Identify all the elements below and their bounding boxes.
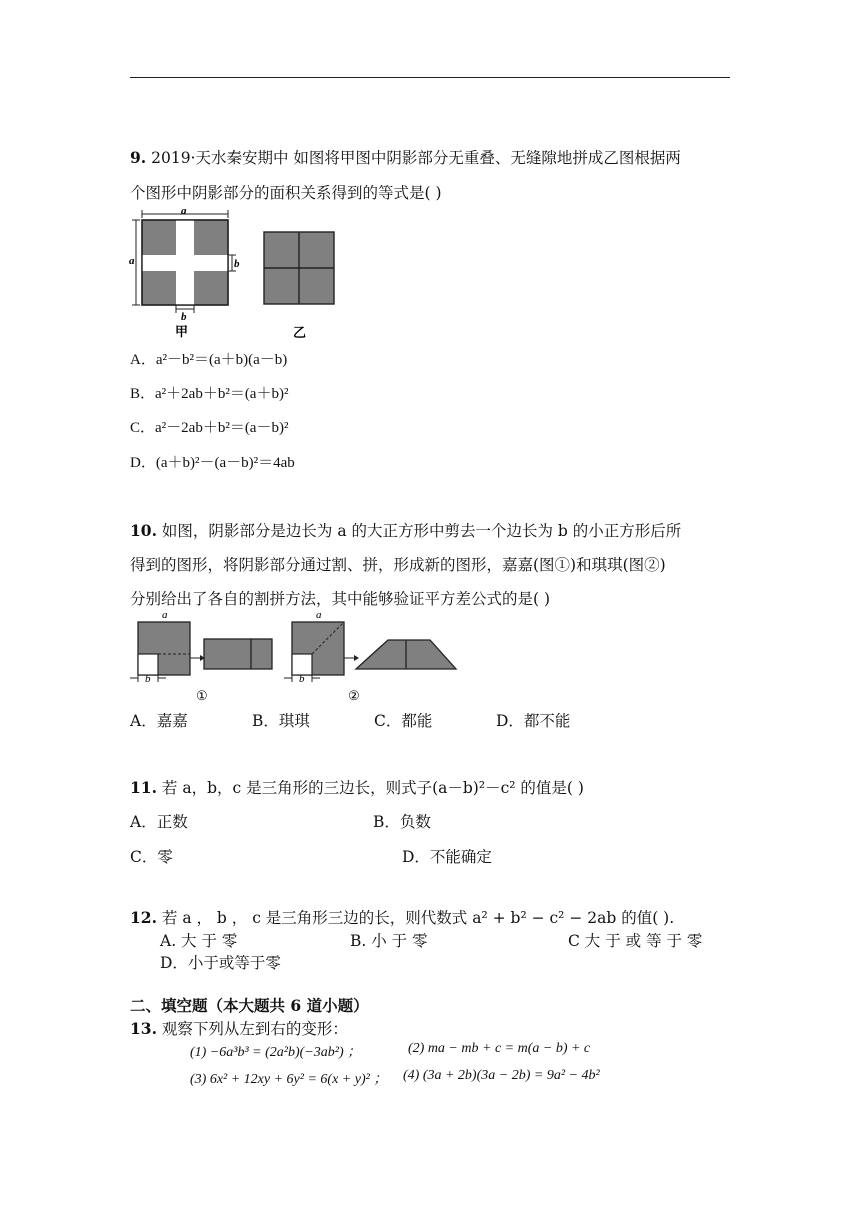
q13-equation-4: (4) (3a + 2b)(3a − 2b) = 9a² − 4b² — [403, 1068, 600, 1083]
q12-line1: 12. 若 a ， b ， c 是三角形三边的长，则代数式 a² + b² − c² − 2ab 的值( ). — [130, 908, 675, 927]
fig2-number: ② — [348, 688, 360, 703]
q11-number: 11. — [130, 778, 157, 797]
section-title: 二、填空题（本大题共 6 道小题） — [130, 996, 369, 1015]
q9-line1: 9. 2019·天水秦安期中 如图将甲图中阴影部分无重叠、无缝隙地拼成乙图根据两 — [130, 148, 681, 167]
q9-figure — [128, 204, 343, 340]
q10-line1: 10. 如图，阴影部分是边长为 a 的大正方形中剪去一个边长为 b 的小正方形后所 — [130, 521, 682, 540]
header-rule — [130, 77, 730, 78]
q13-number: 13. — [130, 1019, 157, 1038]
q13-equation-1: (1) −6a³b³ = (2a²b)(−3ab²) ； — [190, 1045, 362, 1060]
label-b-right: b — [234, 258, 240, 270]
q12-option-a: A. 大 于 零 — [160, 932, 238, 950]
q10-number: 10. — [130, 521, 157, 540]
figure-2 — [284, 609, 456, 703]
q11-option-d: D．不能确定 — [402, 848, 492, 866]
label-yi: 乙 — [293, 325, 307, 340]
q9-option-a: A．a²－b²＝(a＋b)(a－b) — [130, 352, 288, 368]
q10-option-a: A．嘉嘉 — [130, 712, 188, 730]
q12-number: 12. — [130, 908, 157, 927]
fig1-label-a: a — [162, 609, 168, 621]
q12-option-d: D．小于或等于零 — [160, 954, 281, 972]
q13-line1: 13. 观察下列从左到右的变形： — [130, 1019, 348, 1038]
q10-option-d: D．都不能 — [496, 712, 571, 730]
fig2-label-b: b — [299, 673, 305, 685]
q11-option-c: C．零 — [130, 848, 173, 866]
figure-1 — [130, 609, 272, 703]
label-a-top: a — [181, 205, 187, 217]
q9-number: 9. — [130, 148, 147, 167]
label-a-left: a — [129, 255, 135, 267]
q13-equation-3: (3) 6x² + 12xy + 6y² = 6(x + y)² ； — [190, 1072, 388, 1087]
figure-jia — [129, 205, 240, 339]
q9-option-b: B．a²＋2ab＋b²＝(a＋b)² — [130, 386, 289, 402]
q10-line2: 得到的图形，将阴影部分通过割、拼，形成新的图形，嘉嘉(图①)和琪琪(图②) — [130, 556, 666, 574]
q9-option-d: D．(a＋b)²－(a－b)²＝4ab — [130, 455, 295, 471]
fig1-label-b: b — [145, 673, 151, 685]
fig1-number: ① — [196, 688, 208, 703]
q12-option-c: C 大 于 或 等 于 零 — [568, 932, 703, 950]
q12-option-b: B. 小 于 零 — [350, 932, 428, 950]
q11-line1: 11. 若 a，b，c 是三角形的三边长，则式子(a－b)²－c² 的值是( ) — [130, 778, 584, 797]
fig2-label-a: a — [316, 609, 322, 621]
figure-yi — [264, 232, 334, 340]
q11-option-b: B．负数 — [373, 813, 431, 831]
q11-option-a: A．正数 — [130, 813, 188, 831]
q10-option-c: C．都能 — [374, 712, 433, 730]
q10-line3: 分别给出了各自的割拼方法，其中能够验证平方差公式的是( ) — [130, 590, 551, 608]
label-jia: 甲 — [175, 324, 189, 339]
q9-option-c: C．a²－2ab＋b²＝(a－b)² — [130, 420, 289, 436]
q9-line2: 个图形中阴影部分的面积关系得到的等式是( ) — [130, 184, 442, 202]
label-b-bottom: b — [181, 311, 187, 323]
q10-option-b: B．琪琪 — [252, 712, 310, 730]
q10-figure — [126, 606, 466, 704]
q13-equation-2: (2) ma − mb + c = m(a − b) + c — [408, 1041, 591, 1056]
